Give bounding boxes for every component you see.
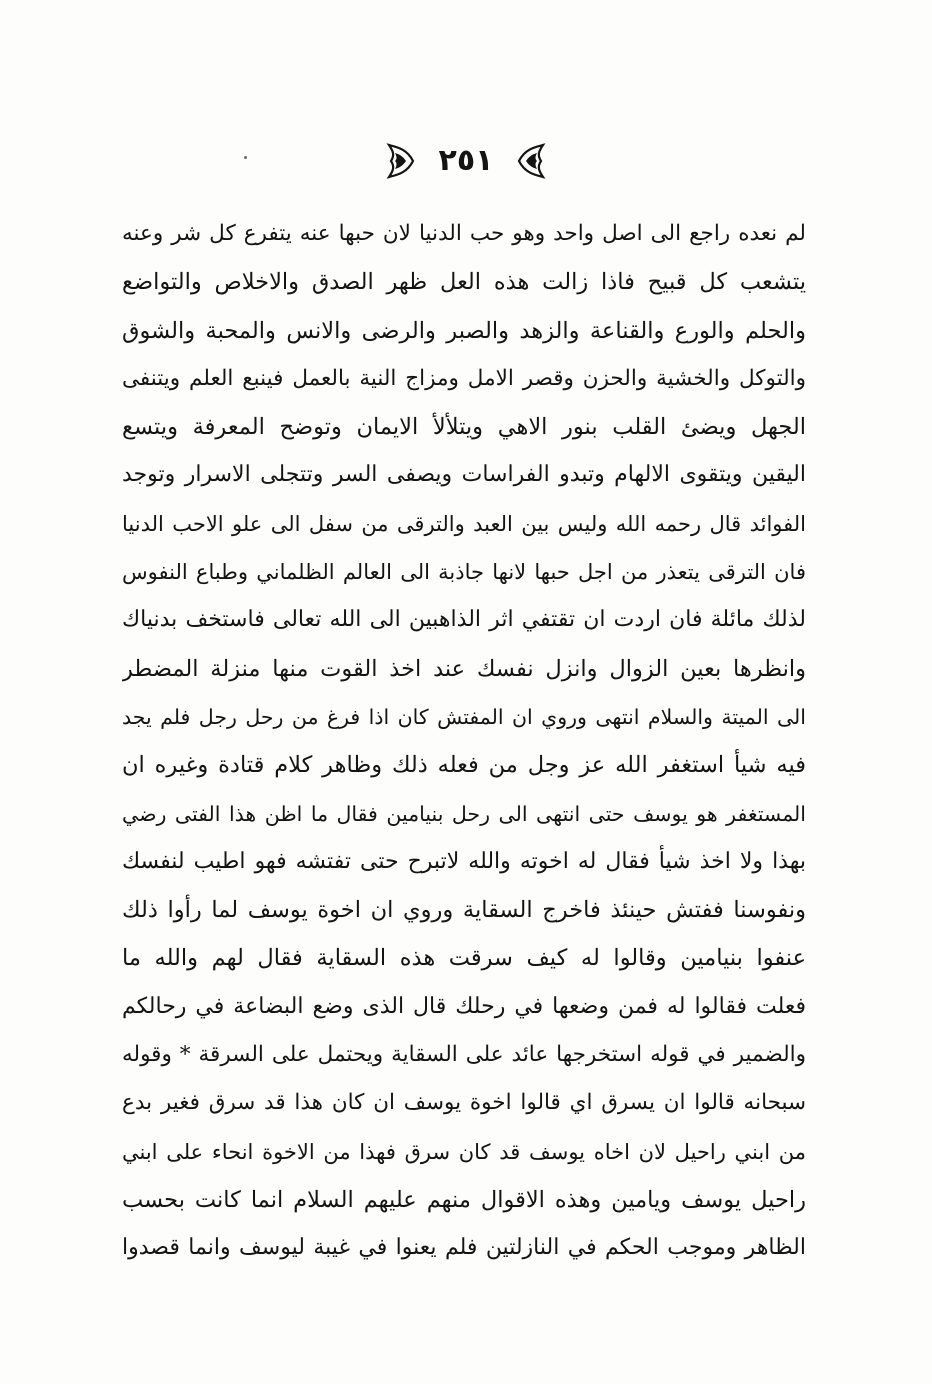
text-line: المستغفر هو يوسف حتى انتهى الى رحل بنيامين فقال ما اظن هذا الفتى رضي (122, 801, 806, 826)
scan-speck (244, 156, 247, 159)
text-line: فعلت فقالوا له فمن وضعها في رحلك قال الذى وضع البضاعة في رحالكم (122, 993, 806, 1019)
page-header (0, 138, 932, 184)
main-text-block (122, 210, 806, 1273)
text-line: من ابني راحيل لان اخاه يوسف قد كان سرق فهذا من الاخوة انحاء على ابني (122, 1139, 806, 1164)
flourish-ornament-icon (515, 141, 549, 181)
text-line: راحيل يوسف ويامين وهذه الاقوال منهم عليهم السلام انما كانت بحسب (122, 1186, 806, 1213)
text-line: الظاهر وموجب الحكم في النازلتين فلم يعنوا في غيبة ليوسف وانما قصدوا (122, 1235, 806, 1261)
text-line: بهذا ولا اخذ شيأ فقال له اخوته والله لاتبرح حتى تفتشه فهو اطيب لنفسك (122, 848, 806, 874)
text-line: الى الميتة والسلام انتهى وروي ان المفتش كان اذا فرغ من رحل رجل فلم يجد (122, 704, 806, 729)
text-line: والحلم والورع والقناعة والزهد والصبر والرضى والانس والمحبة والشوق (122, 317, 806, 344)
text-line: والتوكل والخشية والحزن وقصر الامل ومزاج النية بالعمل فينبع العلم ويتنفى (122, 365, 806, 391)
text-line: لم نعده راجع الى اصل واحد وهو حب الدنيا لان حبها عنه يتفرع كل شر وعنه (122, 221, 806, 246)
text-line: يتشعب كل قبيح فاذا زالت هذه العل ظهر الصدق والاخلاص والتواضع (122, 269, 806, 296)
text-line: والضمير في قوله استخرجها عائد على السقاية ويحتمل على السرقة * وقوله (122, 1042, 806, 1068)
text-line: وانظرها بعين الزوال وانزل نفسك عند اخذ القوت منها منزلة المضطر (122, 655, 806, 682)
text-line: فان الترقى يتعذر من اجل حبها لانها جاذبة الى العالم الظلماني وطباع النفوس (122, 560, 806, 585)
text-line: عنفوا بنيامين وقالوا له كيف سرقت هذه السقاية فقال لهم والله ما (122, 945, 806, 972)
text-line: فيه شيأ استغفر الله عز وجل من فعله ذلك وظاهر كلام قتادة وغيره ان (122, 752, 806, 779)
text-line: لذلك مائلة فان اردت ان تقتفي اثر الذاهبين الى الله تعالى فاستخف بدنياك (122, 607, 806, 633)
text-line: سبحانه قالوا ان يسرق اي قالوا اخوة يوسف ان كان هذا قد سرق فغير بدع (122, 1090, 806, 1116)
page-number: ٢٥١ (438, 143, 494, 178)
text-line: ونفوسنا ففتش حينئذ فاخرج السقاية وروي ان اخوة يوسف لما رأوا ذلك (122, 897, 806, 924)
text-line: الفوائد قال رحمه الله وليس بين العبد والترقى من سفل الى علو الاحب الدنيا (122, 511, 806, 536)
text-line: الجهل ويضئ القلب بنور الاهي ويتلألأ الايمان وتوضح المعرفة ويتسع (122, 414, 806, 441)
text-line: اليقين ويتقوى الالهام وتبدو الفراسات ويصفى السر وتتجلى الاسرار وتوجد (122, 462, 806, 488)
flourish-ornament-icon (383, 141, 417, 181)
